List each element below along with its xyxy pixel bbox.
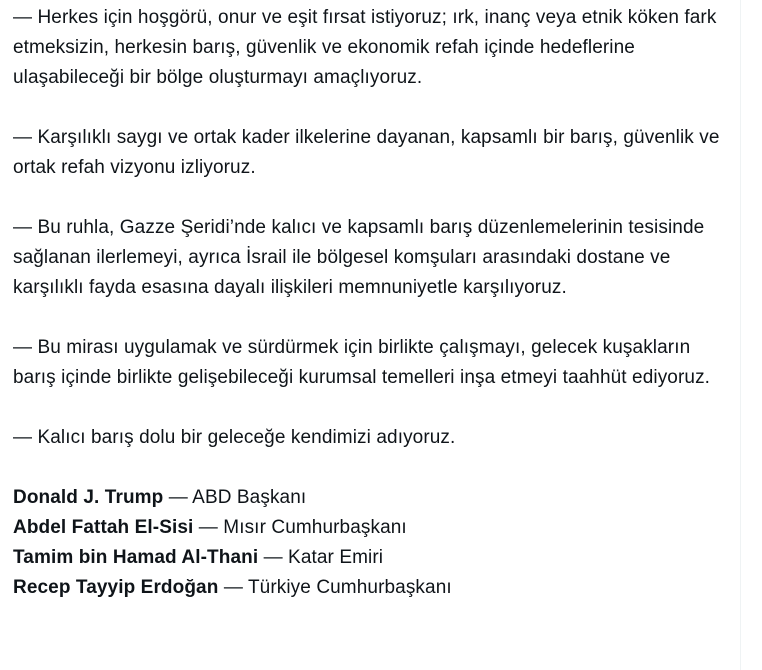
signatory-name: Recep Tayyip Erdoğan [13,577,219,598]
signatory-title: — Türkiye Cumhurbaşkanı [218,577,452,598]
post-paragraph: — Bu ruhla, Gazze Şeridi’nde kalıcı ve kapsamlı barış düzenlemelerinin tesisinde sağlanan ilerlemeyi, ayrıca İsrail ile bölgesel komşuları arasındaki dostane ve karşılıklı fayda esasına dayalı ilişkileri memnuniyetle karşılıyoruz. [13,217,705,298]
post-paragraph: — Karşılıklı saygı ve ortak kader ilkelerine dayanan, kapsamlı bir barış, güvenlik ve ortak refah vizyonu izliyoruz. [13,127,720,178]
post-paragraph: — Bu mirası uygulamak ve sürdürmek için birlikte çalışmayı, gelecek kuşakların barış içinde birlikte gelişebileceği kurumsal temelleri inşa etmeyi taahhüt ediyoruz. [13,337,711,388]
post-text [13,3,733,603]
signatory-title: — ABD Başkanı [163,487,307,508]
column-divider [740,0,741,670]
signatory-name: Tamim bin Hamad Al-Thani [13,547,259,568]
signatory-line [13,573,733,603]
post-paragraph: — Herkes için hoşgörü, onur ve eşit fırsat istiyoruz; ırk, inanç veya etnik köken fark etmeksizin, herkesin barış, güvenlik ve ekonomik refah içinde hedeflerine ulaşabileceği bir bölge oluşturmayı amaçlıyoruz. [13,7,717,88]
post-paragraph: — Kalıcı barış dolu bir geleceğe kendimizi adıyoruz. [13,427,456,448]
signatory-title: — Katar Emiri [258,547,384,568]
signatory-list [13,483,733,603]
signatory-line [13,513,733,543]
signatory-name: Donald J. Trump [13,487,164,508]
signatory-line [13,543,733,573]
signatory-title: — Mısır Cumhurbaşkanı [193,517,407,538]
signatory-line [13,483,733,513]
signatory-name: Abdel Fattah El-Sisi [13,517,194,538]
